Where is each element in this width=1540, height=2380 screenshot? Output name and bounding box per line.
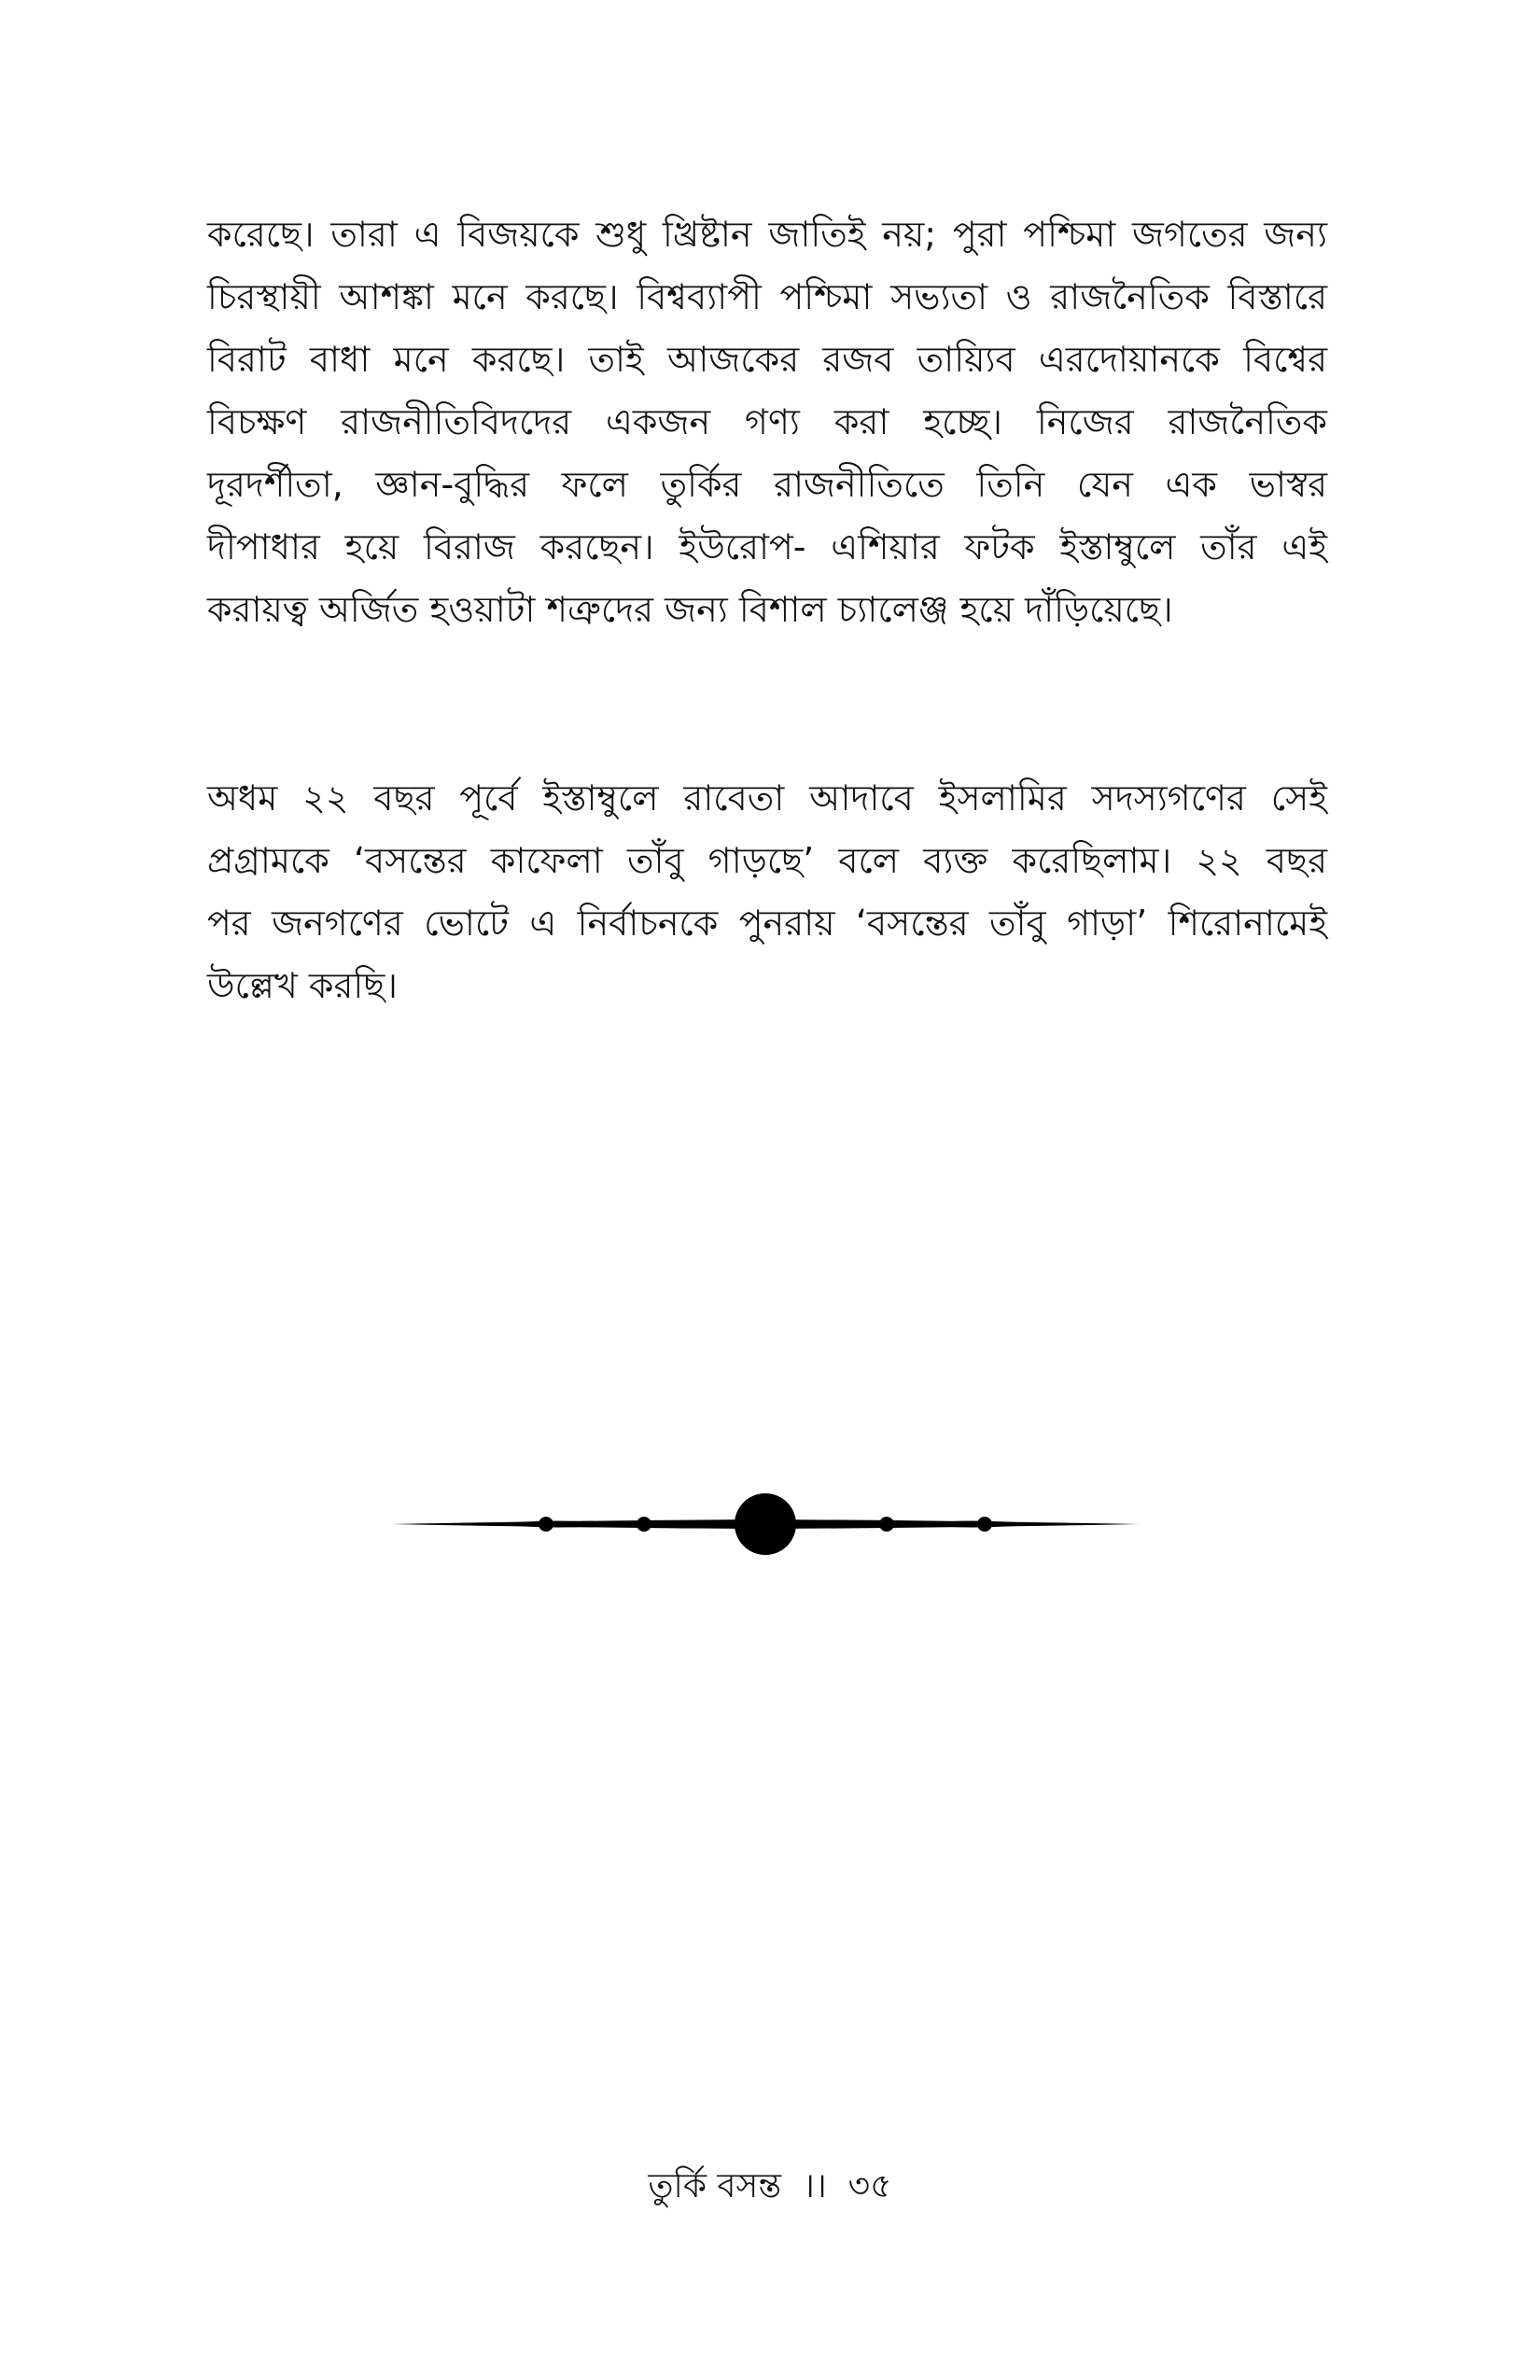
- text-line: অধম ২২ বছর পূর্বে ইস্তাম্বুলে রাবেতা আদাবে ইসলামির সদস্যগণের সেই: [207, 777, 1327, 819]
- text-line: প্রগ্রামকে ‘বসন্তের কাফেলা তাঁবু গাড়ছে’ বলে ব্যক্ত করেছিলাম। ২২ বছর: [207, 840, 1327, 881]
- book-title: তুর্কি বসন্ত: [648, 2167, 782, 2205]
- text-line: উল্লেখ করছি।: [207, 965, 398, 1006]
- body-paragraph-2: [207, 767, 1327, 1017]
- text-line: দূরদর্শীতা, জ্ঞান-বুদ্ধির ফলে তুর্কির রাজনীতিতে তিনি যেন এক ভাস্বর: [207, 464, 1327, 505]
- text-line: পর জনগণের ভোটে এ নির্বাচনকে পুনরায় ‘বসন্তের তাঁবু গাড়া’ শিরোনামেই: [207, 903, 1327, 944]
- body-paragraph-1: [207, 203, 1327, 641]
- text-line: দীপাধার হয়ে বিরাজ করছেন। ইউরোপ- এশিয়ার ফটক ইস্তাম্বুলে তাঁর এই: [207, 526, 1327, 567]
- text-line: করায়ত্ব অর্জিত হওয়াটা শত্রুদের জন্য বিশাল চ্যালেঞ্জ হয়ে দাঁড়িয়েছে।: [207, 589, 1173, 630]
- text-line: করেছে। তারা এ বিজয়কে শুধু খ্রিষ্টান জাতিই নয়; পুরা পশ্চিমা জগতের জন্য: [207, 214, 1327, 255]
- text-line: বিচক্ষণ রাজনীতিবিদদের একজন গণ্য করা হচ্ছে। নিজের রাজনৈতিক: [207, 401, 1327, 442]
- text-line: চিরস্থায়ী আশঙ্কা মনে করছে। বিশ্বব্যাপী পশ্চিমা সভ্যতা ও রাজনৈতিক বিস্তারে: [207, 276, 1327, 317]
- text-line: বিরাট বাধা মনে করছে। তাই আজকের রজব তায়্যিব এরদোয়ানকে বিশ্বের: [207, 339, 1327, 380]
- page-footer: [0, 2163, 1540, 2210]
- footer-separator: ।।: [803, 2167, 827, 2205]
- page-number: ৩৫: [847, 2167, 892, 2205]
- divider-ornament-icon: [392, 1491, 1139, 1557]
